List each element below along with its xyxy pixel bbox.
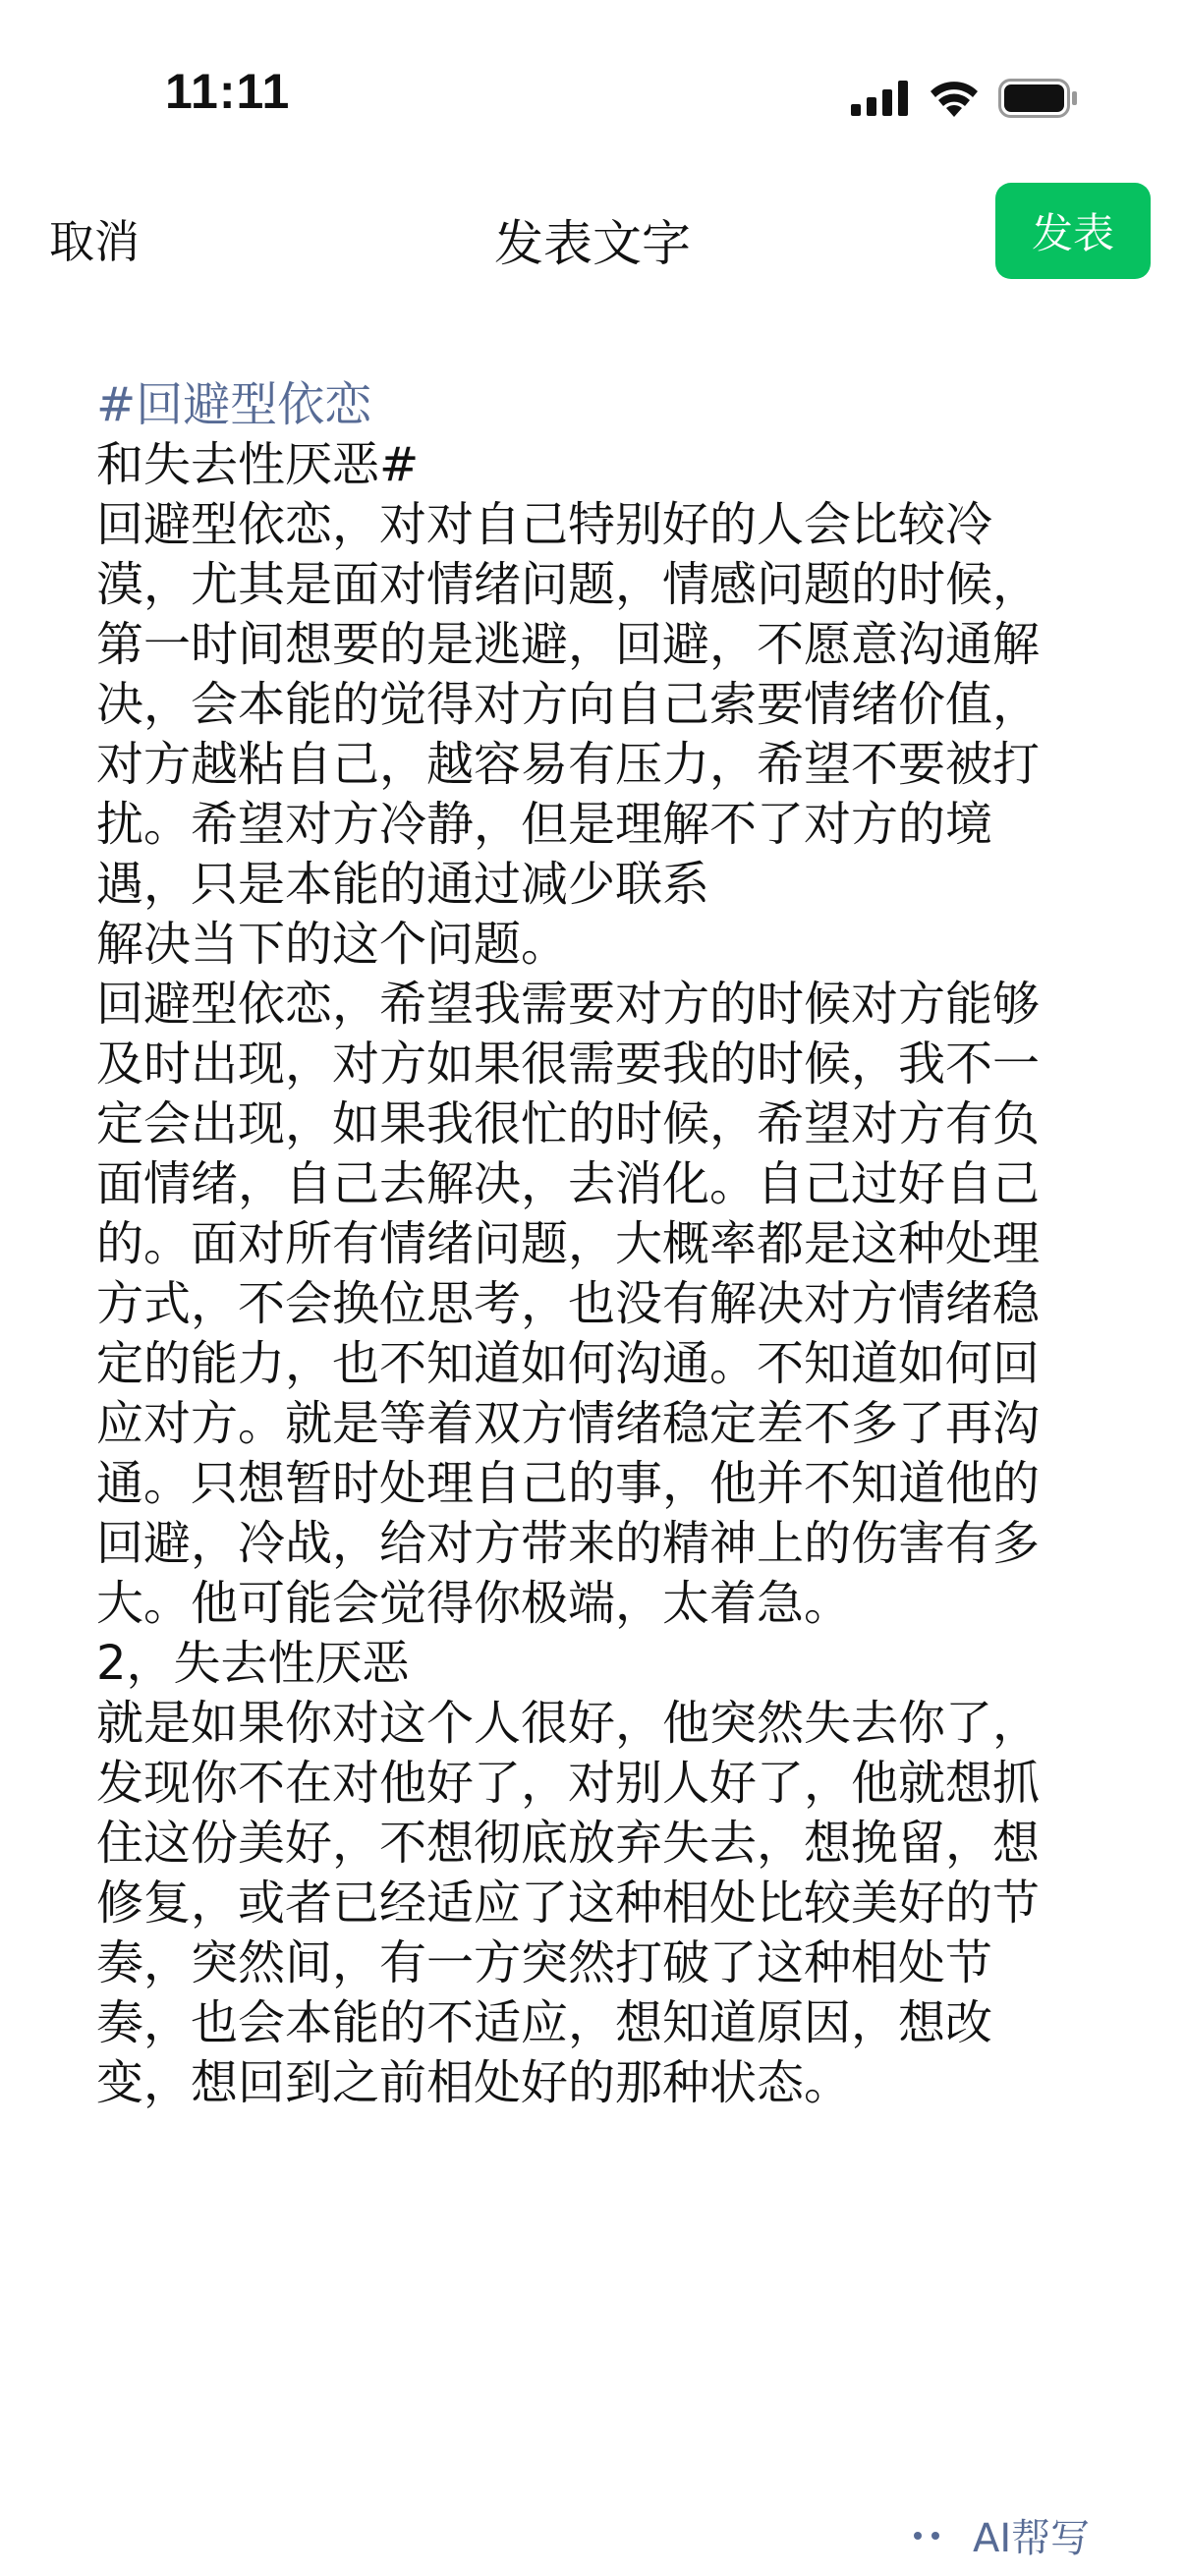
status-icons	[851, 75, 1099, 122]
status-bar	[0, 0, 1185, 187]
text-line: 及时出现，对方如果很需要我的时候，我不一	[96, 1036, 1041, 1092]
text-line: 第一时间想要的是逃避，回避，不愿意沟通解	[96, 617, 1041, 672]
text-line: 奏，突然间，有一方突然打破了这种相处节	[96, 1935, 993, 1990]
text-line: 扰。希望对方冷静，但是理解不了对方的境	[96, 797, 993, 852]
text-line: 漠，尤其是面对情绪问题，情感问题的时候，	[96, 557, 1041, 612]
ai-sparkle-icon	[914, 2532, 949, 2540]
hashtag-link[interactable]: #回避型依恋	[96, 377, 372, 432]
text-line: 回避，冷战，给对方带来的精神上的伤害有多	[96, 1516, 1041, 1571]
publish-button[interactable]: 发表	[995, 183, 1151, 279]
text-line: 遇，只是本能的通过减少联系	[96, 857, 710, 912]
text-line: 2，失去性厌恶	[96, 1636, 410, 1691]
nav-bar	[0, 183, 1185, 291]
text-line: 回避型依恋，希望我需要对方的时候对方能够	[96, 977, 1041, 1032]
text-line: 发现你不在对他好了，对别人好了，他就想抓	[96, 1756, 1041, 1811]
text-line: 定会出现，如果我很忙的时候，希望对方有负	[96, 1096, 1041, 1151]
cancel-button[interactable]: 取消	[49, 215, 140, 268]
text-line: 决，会本能的觉得对方向自己索要情绪价值，	[96, 677, 1041, 732]
text-line: 变，想回到之前相处好的那种状态。	[96, 2055, 852, 2110]
text-line: 面情绪，自己去解决，去消化。自己过好自己	[96, 1156, 1041, 1211]
text-line: 住这份美好，不想彻底放弃失去，想挽留，想	[96, 1816, 1041, 1871]
text-line: 解决当下的这个问题。	[96, 917, 569, 972]
text-line: 方式，不会换位思考，也没有解决对方情绪稳	[96, 1276, 1041, 1331]
wifi-icon	[930, 80, 979, 117]
text-line: 对方越粘自己，越容易有压力，希望不要被打	[96, 737, 1041, 792]
text-line: 大。他可能会觉得你极端，太着急。	[96, 1576, 852, 1631]
text-line: 的。面对所有情绪问题，大概率都是这种处理	[96, 1216, 1041, 1271]
text-line: 就是如果你对这个人很好，他突然失去你了，	[96, 1696, 1041, 1751]
signal-icon	[851, 81, 910, 116]
text-line: 应对方。就是等着双方情绪稳定差不多了再沟	[96, 1396, 1041, 1451]
ai-help-label: AI帮写	[973, 2516, 1091, 2561]
text-line: 和失去性厌恶#	[96, 437, 420, 492]
status-time: 11:11	[165, 64, 291, 119]
text-line: 通。只想暂时处理自己的事，他并不知道他的	[96, 1456, 1041, 1511]
text-line: 修复，或者已经适应了这种相处比较美好的节	[96, 1876, 1041, 1931]
post-text-editor[interactable]	[96, 375, 1108, 2113]
battery-icon	[998, 79, 1079, 118]
text-line: 奏，也会本能的不适应，想知道原因，想改	[96, 1995, 993, 2050]
text-line: 回避型依恋，对对自己特别好的人会比较冷	[96, 497, 993, 552]
ai-help-button[interactable]	[914, 2507, 1090, 2563]
text-line: 定的能力，也不知道如何沟通。不知道如何回	[96, 1336, 1041, 1391]
page-title: 发表文字	[494, 215, 691, 272]
